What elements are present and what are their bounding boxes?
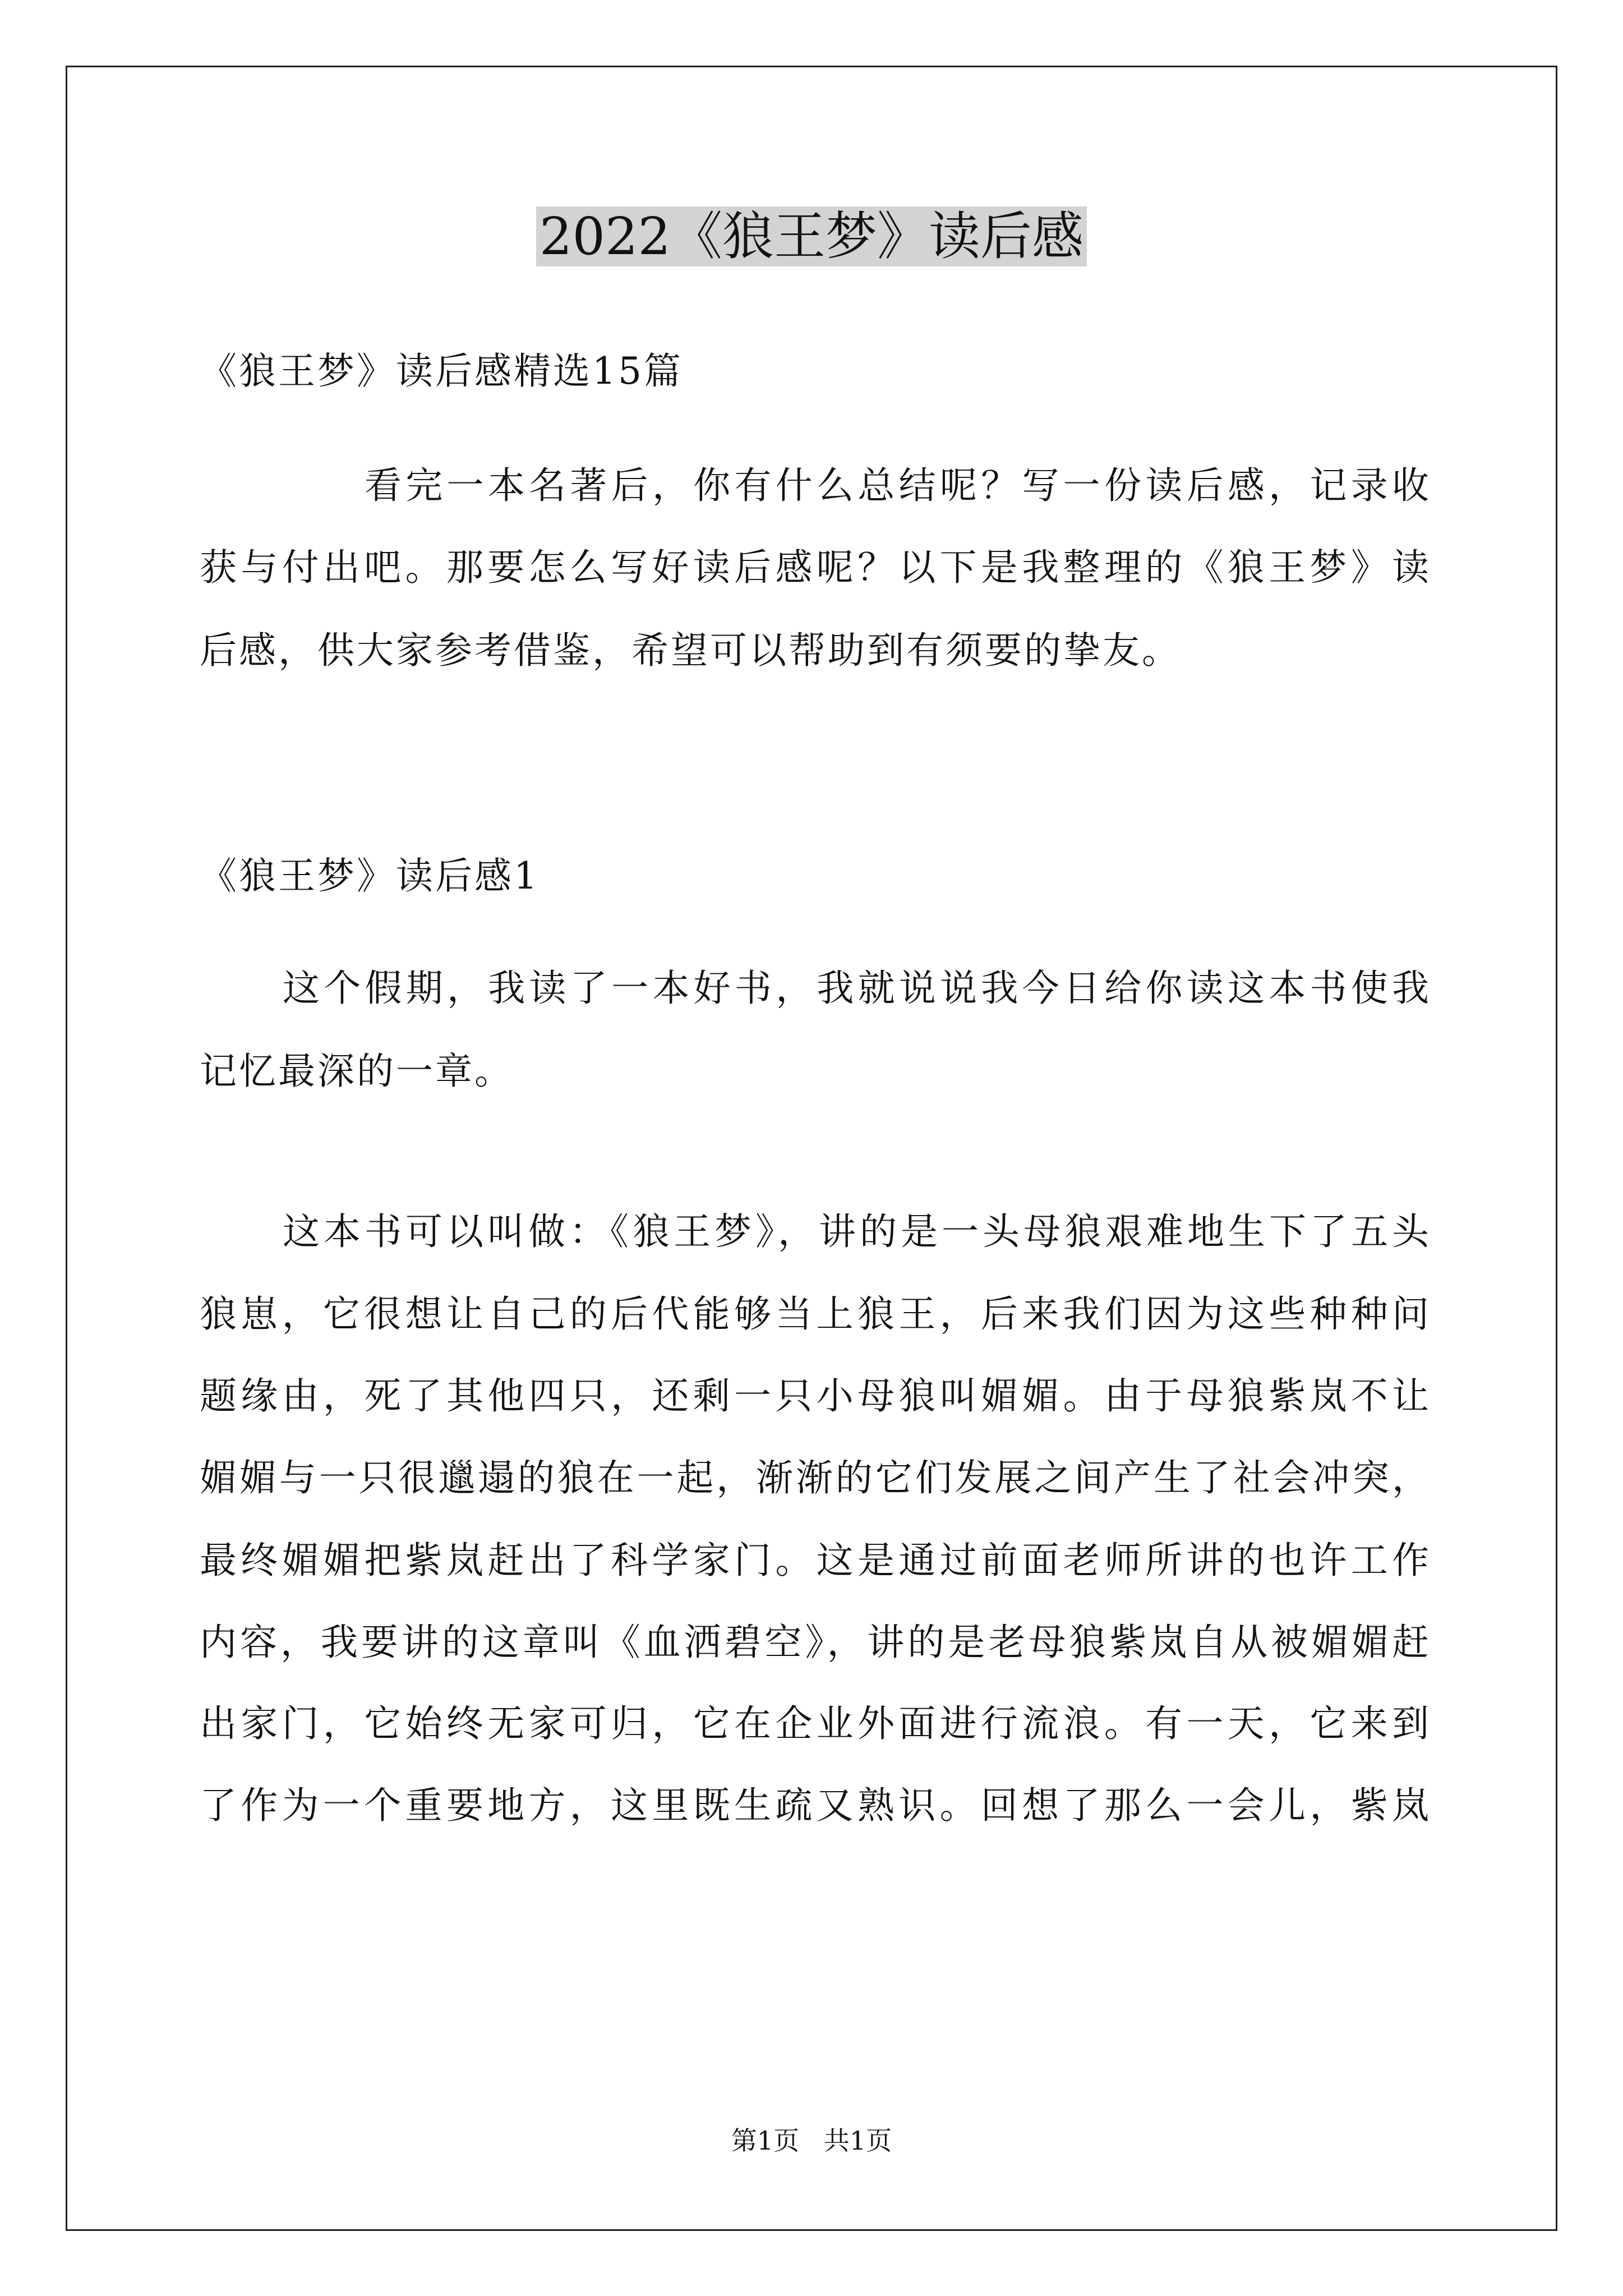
para2-line-4: 媚媚与一只很邋遢的狼在一起，渐渐的它们发展之间产生了社会冲突，	[200, 1456, 1429, 1499]
section-heading: 《狼王梦》读后感1	[200, 854, 540, 898]
para2-line-5: 最终媚媚把紫岚赶出了科学家门。这是通过前面老师所讲的也许工作	[200, 1539, 1429, 1582]
para2-line-7: 出家门，它始终无家可归，它在企业外面进行流浪。有一天，它来到	[200, 1702, 1429, 1745]
para2-line-3: 题缘由，死了其他四只，还剩一只小母狼叫媚媚。由于母狼紫岚不让	[200, 1374, 1429, 1418]
subtitle: 《狼王梦》读后感精选15篇	[200, 349, 683, 393]
document-title-text: 2022《狼王梦》读后感	[536, 206, 1087, 266]
para1-line-1: 这个假期，我读了一本好书，我就说说我今日给你读这本书使我	[283, 967, 1429, 1010]
para1-line-2: 记忆最深的一章。	[200, 1050, 514, 1093]
document-title	[0, 197, 1623, 276]
intro-line-1: 看完一本名著后，你有什么总结呢？写一份读后感，记录收	[365, 464, 1429, 507]
page-footer: 第1页 共1页	[731, 2125, 892, 2156]
intro-line-3: 后感，供大家参考借鉴，希望可以帮助到有须要的挚友。	[200, 629, 1181, 672]
para2-line-8: 了作为一个重要地方，这里既生疏又熟识。回想了那么一会儿，紫岚	[200, 1784, 1429, 1827]
para2-line-2: 狼崽，它很想让自己的后代能够当上狼王，后来我们因为这些种种问	[200, 1292, 1429, 1336]
para2-line-6: 内容，我要讲的这章叫《血洒碧空》，讲的是老母狼紫岚自从被媚媚赶	[200, 1621, 1429, 1664]
para2-line-1: 这本书可以叫做：《狼王梦》，讲的是一头母狼艰难地生下了五头	[283, 1210, 1429, 1253]
intro-line-2: 获与付出吧。那要怎么写好读后感呢？以下是我整理的《狼王梦》读	[200, 546, 1429, 589]
